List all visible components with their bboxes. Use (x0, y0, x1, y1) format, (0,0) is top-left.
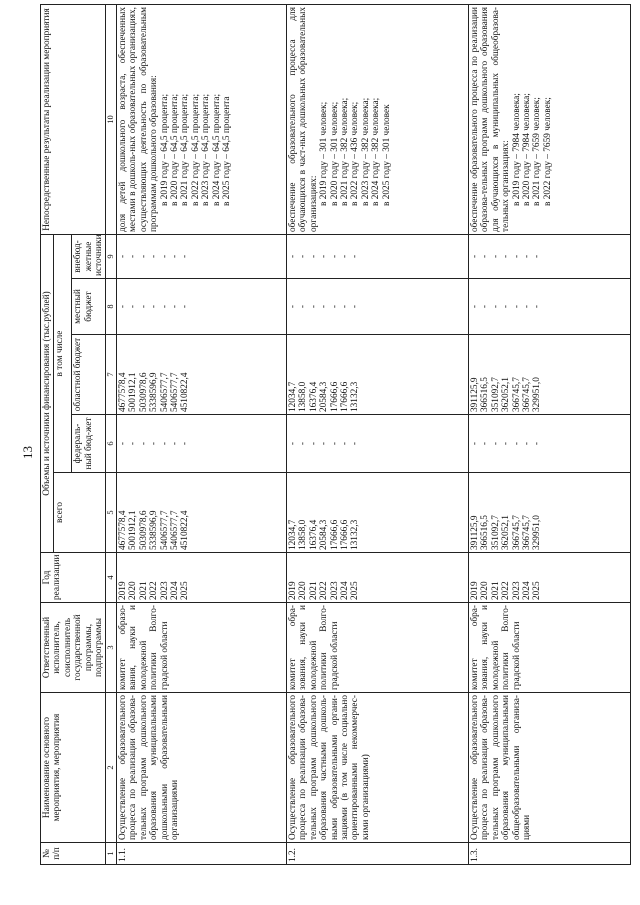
row-regional-value: 13132,3 (350, 381, 361, 412)
row-total-value: 20584,3 (319, 519, 330, 550)
row-regional-value: 13858,0 (298, 381, 309, 412)
row-regional-value: 5406577,7 (169, 372, 180, 412)
row-years-value: 2019 (469, 581, 480, 600)
row-total-value: 362052,1 (501, 515, 512, 550)
row-years-value: 2025 (350, 581, 361, 600)
row-federal-value: - (128, 441, 139, 446)
row-federal (468, 415, 630, 473)
row-local-value: - (169, 304, 180, 309)
row-regional-value: 17666,6 (329, 381, 340, 412)
row-regional-value: 366745,7 (511, 377, 522, 412)
row-extrabudget (286, 234, 468, 278)
row-local (468, 279, 630, 335)
row-total-value: 16376,4 (308, 519, 319, 550)
row-local-value: - (339, 304, 350, 309)
header-federal: федераль-ный бюд-жет (72, 415, 106, 473)
row-total-value: 17666,6 (329, 519, 340, 550)
row-executor: комитет обра-зования, науки и молодежной политики Волго-градской области (468, 603, 630, 693)
row-name: Осуществление образовательного процесса по реализации образова-тельных программ дошкольного образования муниципальными дошкольными образовательными организациями (116, 693, 286, 843)
result-line: в 2022 году – 7659 человек; (542, 97, 553, 206)
row-total-value: 391125,9 (469, 515, 480, 550)
header-result: Непосредственные результаты реализации мероприятия (41, 4, 106, 234)
row-years (286, 553, 468, 603)
row-years-value: 2024 (169, 581, 180, 600)
row-federal-value: - (521, 441, 532, 446)
row-federal (286, 415, 468, 473)
row-extrabudget-value: - (149, 254, 160, 259)
row-result (468, 4, 630, 234)
row-years-value: 2020 (128, 581, 139, 600)
row-local-value: - (308, 304, 319, 309)
row-federal-value: - (308, 441, 319, 446)
row-local-value: - (480, 304, 491, 309)
row-total-value: 4677578,4 (117, 510, 128, 550)
row-years-value: 2022 (149, 581, 160, 600)
row-local-value: - (319, 304, 330, 309)
row-extrabudget-value: - (308, 254, 319, 259)
row-local-value: - (149, 304, 160, 309)
result-line: в 2022 году – 64,5 процента; (190, 93, 201, 206)
row-result (116, 4, 286, 234)
result-line: в 2023 году – 64,5 процента; (201, 93, 212, 206)
row-extrabudget-value: - (480, 254, 491, 259)
header-executor: Ответственный исполнитель, соисполнитель государственной программы, подпрограммы (41, 603, 106, 693)
row-extrabudget-value: - (501, 254, 512, 259)
row-federal-value: - (169, 441, 180, 446)
row-federal-value: - (329, 441, 340, 446)
row-local (286, 279, 468, 335)
result-line: в 2020 году – 7984 человека; (521, 93, 532, 206)
result-intro: обеспечение образовательного процесса по реализации образова-тельных программ дошкольного образования для обучающихся в муниципальных общеобразова-тельных организациях: (469, 6, 512, 232)
row-total-value: 366745,7 (521, 515, 532, 550)
row-local-value: - (159, 304, 170, 309)
row-number: 1.1. (116, 843, 286, 865)
row-extrabudget-value: - (532, 254, 543, 259)
column-numbers-row (106, 4, 117, 864)
row-extrabudget-value: - (490, 254, 501, 259)
row-local (116, 279, 286, 335)
result-line: в 2019 году – 7984 человека; (511, 93, 522, 206)
row-extrabudget-value: - (138, 254, 149, 259)
result-line: в 2021 году – 382 человека; (339, 97, 350, 206)
row-extrabudget-value: - (319, 254, 330, 259)
row-local-value: - (329, 304, 340, 309)
row-regional-value: 5001912,1 (128, 372, 139, 412)
row-years-value: 2021 (138, 581, 149, 600)
row-years-value: 2025 (180, 581, 191, 600)
row-years-value: 2022 (319, 581, 330, 600)
row-federal-value: - (149, 441, 160, 446)
row-federal-value: - (480, 441, 491, 446)
row-years-value: 2019 (287, 581, 298, 600)
row-extrabudget (116, 234, 286, 278)
row-years (116, 553, 286, 603)
page-number: 13 (20, 446, 35, 459)
row-regional-value: 391125,9 (469, 377, 480, 412)
result-line: в 2020 году – 301 человек; (329, 101, 340, 206)
row-federal-value: - (180, 441, 191, 446)
row-regional-value: 366745,7 (521, 377, 532, 412)
column-number: 3 (106, 603, 117, 693)
row-regional (468, 335, 630, 415)
row-regional-value: 16376,4 (308, 381, 319, 412)
row-years-value: 2024 (339, 581, 350, 600)
row-local-value: - (117, 304, 128, 309)
row-total-value: 366745,7 (511, 515, 522, 550)
column-number: 10 (106, 4, 117, 234)
row-federal-value: - (138, 441, 149, 446)
row-total-value: 5338596,9 (149, 510, 160, 550)
row-extrabudget (468, 234, 630, 278)
row-total-value: 13132,3 (350, 519, 361, 550)
row-total-value: 5030978,6 (138, 510, 149, 550)
row-years-value: 2023 (159, 581, 170, 600)
row-regional-value: 4510822,4 (180, 372, 191, 412)
header-local: местный бюджет (72, 279, 106, 335)
row-total-value: 366516,5 (480, 515, 491, 550)
row-years-value: 2020 (298, 581, 309, 600)
row-federal (116, 415, 286, 473)
row-total (286, 473, 468, 553)
row-federal-value: - (350, 441, 361, 446)
row-regional-value: 20584,3 (319, 381, 330, 412)
row-local-value: - (521, 304, 532, 309)
row-extrabudget-value: - (469, 254, 480, 259)
row-result (286, 4, 468, 234)
header-num: № п/п (41, 843, 106, 865)
result-line: в 2019 году – 64,5 процента; (159, 93, 170, 206)
row-federal-value: - (532, 441, 543, 446)
row-local-value: - (180, 304, 191, 309)
row-extrabudget-value: - (298, 254, 309, 259)
row-years-value: 2024 (521, 581, 532, 600)
row-total-value: 351092,7 (490, 515, 501, 550)
row-regional-value: 17666,6 (339, 381, 350, 412)
financing-table (40, 4, 631, 865)
table-header (41, 4, 117, 864)
row-extrabudget-value: - (329, 254, 340, 259)
row-local-value: - (138, 304, 149, 309)
row-local-value: - (501, 304, 512, 309)
header-including: в том числе (54, 234, 72, 472)
header-extrabudget: внебюд-жетные источники (72, 234, 106, 278)
row-federal-value: - (287, 441, 298, 446)
row-total-value: 17666,6 (339, 519, 350, 550)
header-year: Год реализации (41, 553, 106, 603)
row-regional (116, 335, 286, 415)
row-extrabudget-value: - (180, 254, 191, 259)
row-local-value: - (511, 304, 522, 309)
row-local-value: - (490, 304, 501, 309)
row-regional-value: 5338596,9 (149, 372, 160, 412)
row-extrabudget-value: - (117, 254, 128, 259)
header-name: Наименование основного мероприятия, мероприятия (41, 693, 106, 843)
column-number: 5 (106, 473, 117, 553)
row-years-value: 2023 (511, 581, 522, 600)
row-extrabudget-value: - (511, 254, 522, 259)
column-number: 9 (106, 234, 117, 278)
column-number: 7 (106, 335, 117, 415)
row-total-value: 5406577,7 (169, 510, 180, 550)
result-intro: доля детей дошкольного возраста, обеспеченных местами в дошколь-ных образовательных организациях, осуществляющих деятельность по образовательным программам дошкольного образования: (117, 6, 160, 232)
row-federal-value: - (511, 441, 522, 446)
row-total-value: 12034,7 (287, 519, 298, 550)
column-number: 2 (106, 693, 117, 843)
row-federal-value: - (298, 441, 309, 446)
row-regional (286, 335, 468, 415)
row-federal-value: - (159, 441, 170, 446)
row-name: Осуществление образовательного процесса по реализации образова-тельных программ дошкольного образования частными дошколь-ными образовательными органи-зациями (в том числе социально ориентированными некоммерчес-кими организациями) (286, 693, 468, 843)
row-years-value: 2021 (308, 581, 319, 600)
row-local-value: - (532, 304, 543, 309)
row-extrabudget-value: - (350, 254, 361, 259)
row-total-value: 13858,0 (298, 519, 309, 550)
result-line: в 2022 году – 436 человек; (350, 101, 361, 206)
row-total (468, 473, 630, 553)
row-total (116, 473, 286, 553)
result-line: в 2025 году – 64,5 процента (222, 96, 233, 206)
row-regional-value: 5030978,6 (138, 372, 149, 412)
header-financing: Объемы и источники финансирования (тыс.рублей) (41, 234, 54, 552)
result-line: в 2023 году – 382 человека; (360, 97, 371, 206)
row-number: 1.2. (286, 843, 468, 865)
column-number: 8 (106, 279, 117, 335)
row-federal-value: - (490, 441, 501, 446)
row-years-value: 2025 (532, 581, 543, 600)
row-extrabudget-value: - (339, 254, 350, 259)
result-line: в 2019 году – 301 человек; (319, 101, 330, 206)
table-row (116, 4, 286, 864)
row-regional-value: 329951,0 (532, 377, 543, 412)
result-line: в 2024 году – 64,5 процента; (211, 93, 222, 206)
row-years-value: 2019 (117, 581, 128, 600)
result-intro: обеспечение образовательного процесса для обучающихся в част-ных дошкольных образовательных организациях: (287, 6, 319, 232)
result-line: в 2025 году – 301 человек (381, 104, 392, 206)
result-line: в 2024 году – 382 человека; (371, 97, 382, 206)
row-federal-value: - (339, 441, 350, 446)
row-federal-value: - (319, 441, 330, 446)
row-federal-value: - (469, 441, 480, 446)
row-name: Осуществление образовательного процесса по реализации образова-тельных программ дошкольного образования муниципальными общеобразовательными организа-циями (468, 693, 630, 843)
row-regional-value: 351092,7 (490, 377, 501, 412)
row-extrabudget-value: - (159, 254, 170, 259)
row-regional-value: 366516,5 (480, 377, 491, 412)
row-executor: комитет обра-зования, науки и молодежной политики Волго-градской области (286, 603, 468, 693)
row-local-value: - (287, 304, 298, 309)
row-number: 1.3. (468, 843, 630, 865)
row-local-value: - (298, 304, 309, 309)
column-number: 6 (106, 415, 117, 473)
column-number: 4 (106, 553, 117, 603)
result-line: в 2020 году – 64,5 процента; (169, 93, 180, 206)
header-total: всего (54, 473, 106, 553)
row-extrabudget-value: - (169, 254, 180, 259)
row-federal-value: - (117, 441, 128, 446)
row-total-value: 5406577,7 (159, 510, 170, 550)
result-line: в 2021 году – 7659 человек; (532, 97, 543, 206)
row-extrabudget-value: - (521, 254, 532, 259)
row-total-value: 5001912,1 (128, 510, 139, 550)
row-regional-value: 12034,7 (287, 381, 298, 412)
result-line: в 2021 году – 64,5 процента; (180, 93, 191, 206)
column-number: 1 (106, 843, 117, 865)
row-years-value: 2020 (480, 581, 491, 600)
row-years (468, 553, 630, 603)
row-executor: комитет образо-вания, науки и молодежной политики Волго-градской области (116, 603, 286, 693)
row-years-value: 2021 (490, 581, 501, 600)
table-body (116, 4, 630, 864)
table-row (286, 4, 468, 864)
row-regional-value: 4677578,4 (117, 372, 128, 412)
row-regional-value: 362052,1 (501, 377, 512, 412)
row-local-value: - (128, 304, 139, 309)
row-extrabudget-value: - (287, 254, 298, 259)
header-regional: областной бюджет (72, 335, 106, 415)
table-row (468, 4, 630, 864)
row-local-value: - (469, 304, 480, 309)
row-years-value: 2022 (501, 581, 512, 600)
row-total-value: 329951,0 (532, 515, 543, 550)
row-regional-value: 5406577,7 (159, 372, 170, 412)
row-years-value: 2023 (329, 581, 340, 600)
row-total-value: 4510822,4 (180, 510, 191, 550)
row-extrabudget-value: - (128, 254, 139, 259)
row-federal-value: - (501, 441, 512, 446)
row-local-value: - (350, 304, 361, 309)
